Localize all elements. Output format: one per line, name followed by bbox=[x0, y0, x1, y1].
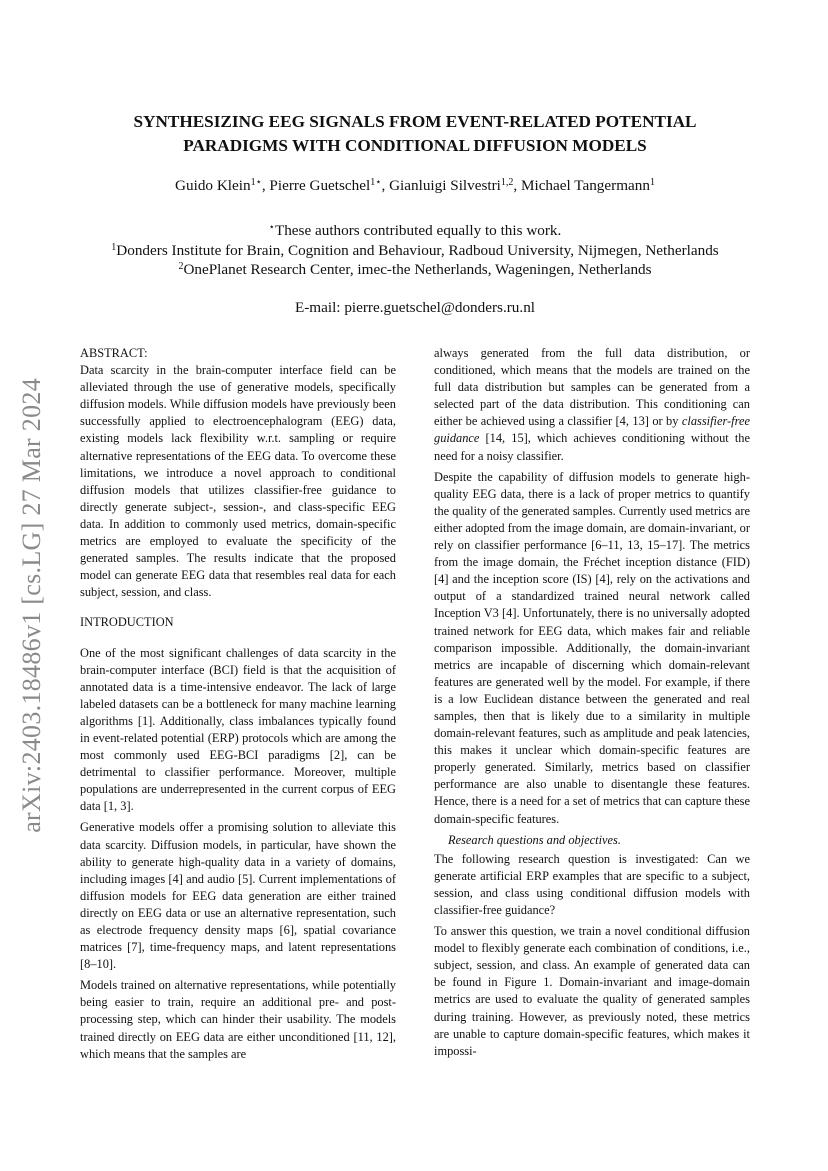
right-paragraph-4: To answer this question, we train a novel conditional diffusion model to flexibly generate each combination of conditions, i.e., subject, session, and class. An example of generated data can be found in Figure 1. Domain-invariant and image-domain metrics are used to evaluate the quality of generated samples during training. However, as previously noted, these metrics are unable to capture domain-specific features, which makes it impossi- bbox=[434, 924, 750, 1058]
author-name: Gianluigi Silvestri bbox=[389, 177, 501, 194]
author-affil-mark: 1 bbox=[649, 177, 655, 188]
right-p1-text-after: [14, 15], which achieves conditioning without the need for a noisy classifier. bbox=[434, 431, 750, 463]
right-p1-text-before: always generated from the full data distribution, or conditioned, which means that the models are trained on the full data distribution but samples can be generated from a selected part of the data distribution. This conditioning can either be achieved using a classifier [4, 13] or by bbox=[434, 346, 750, 429]
author-affil-mark: 1,2 bbox=[500, 177, 514, 188]
author-name: Guido Klein bbox=[175, 177, 251, 194]
equal-note-text: These authors contributed equally to this work. bbox=[274, 222, 562, 239]
right-p1-emphasis: classifier-free guidance bbox=[434, 414, 750, 446]
affiliations bbox=[60, 221, 770, 280]
author-name: Pierre Guetschel bbox=[269, 177, 371, 194]
left-column bbox=[80, 345, 396, 1067]
right-paragraph-2: Despite the capability of diffusion models to generate high-quality EEG data, there is a lack of proper metrics to quantify the quality of the generated samples. Currently used metrics are either adopted from the image domain, are domain-invariant, or rely on classifier performance [6–11, 13, 15–17]. The metrics from the image domain, the Fréchet inception distance (FID) [4] and the inception score (IS) [4], rely on the activations and output of a standardized trained neural network called Inception V3 [4]. Unfortunately, there is no universally adopted trained network for EEG data, which makes fair and reliable comparison impossible. Additionally, the domain-invariant metrics are incapable of discerning which domain-relevant features are generated well by the model. For example, if there is a low Euclidean distance between the generated and real samples, then that is likely due to a similarity in multiple domain-relevant features, such as amplitude and peak latencies, this makes it unclear which domain-specific features are properly generated. Similarly, metrics based on classifier performance are also unable to disentangle these features. Hence, there is a need for a set of metrics that can capture these domain-specific features. bbox=[434, 469, 750, 826]
affil-2-mark: 2 bbox=[178, 261, 184, 272]
author-affil-mark: 1⋆ bbox=[370, 177, 382, 188]
arxiv-identifier-sidebar bbox=[12, 360, 52, 850]
intro-paragraph-3: Models trained on alternative representations, while potentially being easier to train, require an additional pre- and post-processing step, which can hinder their usability. The models trained directly on EEG data are either unconditioned [11, 12], which means that the samples are bbox=[80, 978, 396, 1061]
affil-1-text: Donders Institute for Brain, Cognition and Behaviour, Radboud University, Nijmegen, Netherlands bbox=[116, 241, 719, 259]
title-line-2: PARADIGMS WITH CONDITIONAL DIFFUSION MODELS bbox=[183, 136, 647, 155]
arxiv-id-text: arXiv:2403.18486v1 [cs.LG] 27 Mar 2024 bbox=[17, 377, 46, 833]
paper-title bbox=[80, 110, 750, 158]
author-affil-mark: 1⋆ bbox=[250, 177, 262, 188]
title-line-1: SYNTHESIZING EEG SIGNALS FROM EVENT-RELATED POTENTIAL bbox=[133, 112, 697, 131]
author-name: Michael Tangermann bbox=[520, 177, 650, 194]
equal-contribution-note bbox=[60, 221, 770, 241]
affiliation-1 bbox=[60, 241, 770, 261]
right-paragraph-3: The following research question is investigated: Can we generate artificial ERP examples that are specific to a subject, session, and class using conditional diffusion models with classifier-free guidance? bbox=[434, 851, 750, 917]
intro-paragraph-2: Generative models offer a promising solution to alleviate this data scarcity. Diffusion models, in particular, have shown the ability to generate high-quality data in a variety of domains, including images [4] and audio [5]. Current implementations of diffusion models for EEG data generation are either trained directly on EEG data or use an alternative representation, such as electrode frequency density maps [6], spatial covariance matrices [7], time-frequency maps, and latent representations [8–10]. bbox=[80, 820, 396, 972]
affil-1-mark: 1 bbox=[111, 241, 117, 253]
affil-2-text: OnePlanet Research Center, imec-the Netherlands, Wageningen, Netherlands bbox=[183, 261, 652, 278]
abstract-heading: ABSTRACT: bbox=[80, 346, 148, 360]
affiliation-2 bbox=[60, 260, 770, 280]
right-paragraph-1 bbox=[434, 345, 750, 465]
right-column bbox=[434, 345, 750, 1064]
intro-paragraph-1: One of the most significant challenges of data scarcity in the brain-computer interface (BCI) field is that the acquisition of annotated data is a time-intensive endeavor. The lack of large labeled datasets can be a bottleneck for many machine learning algorithms [1]. Additionally, class imbalances typically found in event-related potential (ERP) protocols which are among the most commonly used EEG-BCI paradigms [2], can be detrimental to classifier performance. Moreover, multiple populations are underrepresented in the current corpus of EEG data [1, 3]. bbox=[80, 645, 396, 814]
author-separator: , bbox=[261, 177, 270, 194]
author-list bbox=[80, 177, 750, 195]
author-separator: , bbox=[381, 177, 390, 194]
research-questions-heading: Research questions and objectives. bbox=[448, 832, 621, 847]
abstract-text: Data scarcity in the brain-computer interface field can be alleviated through the use of generative models, specifically diffusion models. While diffusion models have previously been successfully applied to electroencephalogram (EEG) data, existing models lack flexibility w.r.t. sampling or require alternative representations of the EEG data. To overcome these limitations, we introduce a novel approach to conditional diffusion models that utilizes classifier-free guidance to directly generate subject-, session-, and class-specific EEG data. In addition to commonly used metrics, domain-specific metrics are employed to evaluate the specificity of the generated samples. The results indicate that the proposed model can generate EEG data that resembles real data for each subject, session, and class. bbox=[80, 363, 396, 600]
contact-email: E-mail: pierre.guetschel@donders.ru.nl bbox=[294, 299, 536, 316]
author-separator: , bbox=[513, 177, 521, 194]
introduction-heading: INTRODUCTION bbox=[80, 615, 174, 630]
equal-note-mark: ⋆ bbox=[268, 222, 275, 233]
